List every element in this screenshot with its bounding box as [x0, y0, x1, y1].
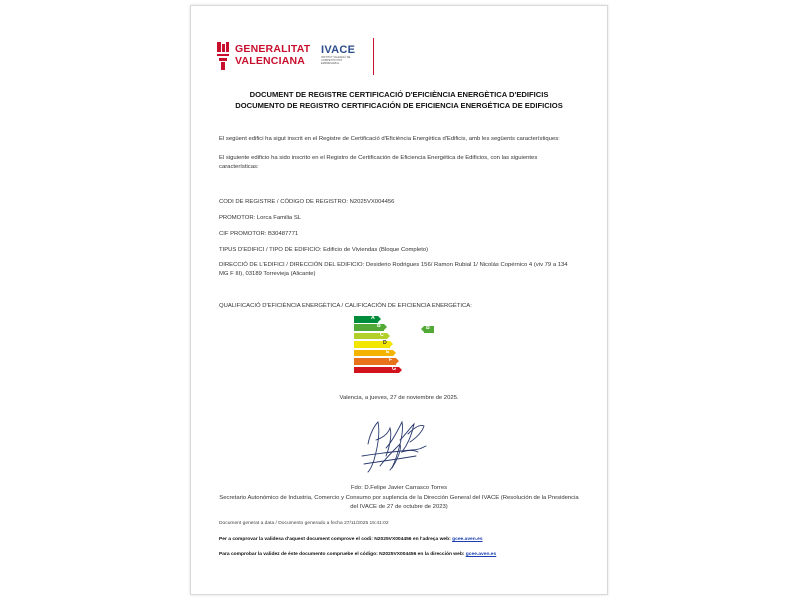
document-title-val: DOCUMENT DE REGISTRE CERTIFICACIÓ D'EFICIÈNCIA ENERGÈTICA D'EDIFICIS [249, 90, 549, 99]
energy-rating-scale [354, 316, 454, 378]
logo-divider [373, 38, 374, 75]
issue-date: Valencia, a jueves, 27 de noviembre de 2025. [339, 395, 459, 401]
scale-bar-e: E [354, 350, 393, 357]
scale-bar-d: D [354, 341, 390, 348]
signer-role: Secretario Autonómico de Industria, Comercio y Consumo por suplencia de la Dirección General del IVACE (Resolución de la Presidencia del IVACE de 27 de octubre de 2023) [219, 495, 579, 511]
building-address: DIRECCIÓ DE L'EDIFICI / DIRECCIÓN DEL EDIFICIO: Desiderio Rodrigues 156/ Ramon Rubial 1/ Nicolás Copérnico 4 (viv 79 a 134 MG F III), 03189 Torrevieja (Alicante) [219, 262, 568, 278]
document-title-es: DOCUMENTO DE REGISTRO CERTIFICACIÓN DE EFICIENCIA ENERGÉTICA DE EDIFICIOS [235, 101, 563, 110]
energy-rating-letter: B [426, 325, 430, 331]
qualification-label: QUALIFICACIÓ D'EFICIÈNCIA ENERGÈTICA / CALIFICACIÓN DE EFICIENCIA ENERGÉTICA: [219, 303, 472, 309]
scale-bar-a: A [354, 316, 378, 323]
verification-val-link[interactable]: gcee.aven.es [452, 537, 483, 542]
verification-val [219, 537, 483, 542]
energy-rating-indicator [424, 326, 434, 333]
generalitat-shield-icon [216, 40, 230, 72]
scale-bar-f: F [354, 358, 396, 365]
ivace-logo [321, 44, 371, 74]
verification-val-text: Per a comprovar la validesa d'aquest document comprove el codi: N2025VX004456 en l'adreça web: [219, 537, 453, 542]
intro-text-val: El següent edifici ha sigut inscrit en el Registre de Certificació d'Eficiència Energètica d'Edificis, amb les següents característiques: [219, 136, 560, 142]
promoter: PROMOTOR: Lorca Familia SL [219, 215, 302, 221]
ivace-logo-text: IVACE [321, 44, 356, 56]
signer-name: Fdo: D.Felipe Javier Carrasco Torres [350, 485, 448, 491]
ivace-logo-subtitle: INSTITUT VALENCIÀ DE COMPETITIVITAT EMPRESARIAL [321, 56, 351, 65]
verification-es-text: Para comprobar la validez de éste documento compruebe el código: N2025VX004456 en la dirección web: [219, 552, 466, 557]
scale-bar-b: B [354, 324, 384, 331]
generation-timestamp: Document generat a data / Documento generado a fecha 27/11/2025 15:41:02 [219, 521, 389, 526]
document-page [190, 5, 608, 595]
verification-es [219, 552, 496, 557]
scale-bar-c: C [354, 333, 387, 340]
registry-code: CODI DE REGISTRE / CÓDIGO DE REGISTRO: N2025VX004456 [219, 199, 395, 205]
scale-bar-g: G [354, 367, 399, 374]
generalitat-logo-text: GENERALITAT VALENCIANA [235, 43, 311, 67]
building-type: TIPUS D'EDIFICI / TIPO DE EDIFICIO: Edificio de Viviendas (Bloque Completo) [219, 247, 429, 253]
intro-text-es: El siguiente edificio ha sido inscrito en el Registro de Certificación de Eficiencia Energética de Edificios, con las siguientes características: [219, 155, 538, 171]
verification-es-link[interactable]: gcee.aven.es [465, 552, 497, 557]
handwritten-signature [356, 404, 436, 478]
generalitat-valenciana-logo [216, 38, 316, 74]
promoter-cif: CIF PROMOTOR: B30487771 [219, 231, 299, 237]
